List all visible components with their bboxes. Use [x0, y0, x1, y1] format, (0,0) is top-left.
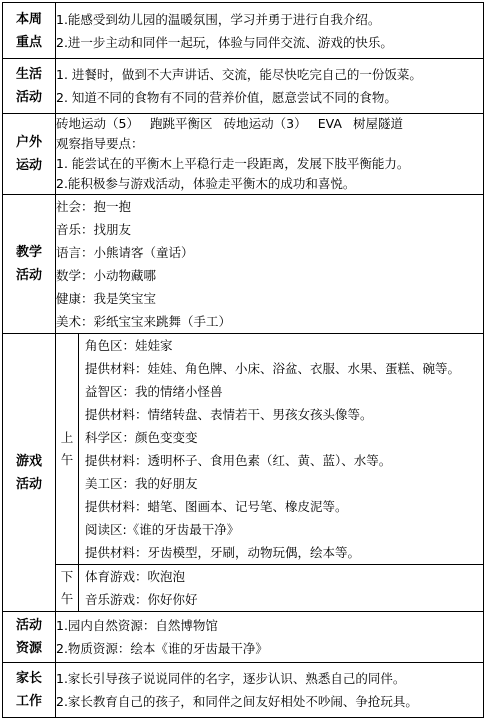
morning-games — [79, 334, 484, 565]
outdoor-guide-title: 观察指导要点： — [56, 136, 144, 151]
outdoor-content — [56, 114, 484, 195]
afternoon-game-line: 体育游戏：吹泡泡 — [85, 569, 186, 584]
resources-row — [3, 612, 484, 663]
parents-label: 家长 工作 — [3, 663, 56, 718]
afternoon-games — [79, 565, 484, 612]
parent-work-line: 2.家长教育自己的孩子，和同伴之间友好相处不吵闹、争抢玩具。 — [56, 694, 418, 709]
game-material-line: 提供材料：牙齿模型，牙刷，动物玩偶，绘本等。 — [85, 545, 361, 560]
outdoor-activity: 树屋隧道 — [352, 116, 403, 131]
game-area-line: 科学区：颜色变变变 — [85, 430, 198, 445]
parents-content — [56, 663, 484, 718]
teaching-label: 教学 活动 — [3, 195, 56, 334]
weekly-plan-table — [2, 2, 484, 718]
afternoon-games-row — [56, 565, 483, 612]
resource-line: 1.园内自然资源：自然博物馆 — [56, 618, 218, 633]
weekly-goals-content — [56, 3, 484, 59]
parents-row — [3, 663, 484, 718]
weekly-goal-line: 2.进一步主动和同伴一起玩，体验与同伴交流、游戏的快乐。 — [56, 34, 393, 50]
resource-line: 2.物质资源：绘本《谁的牙齿最干净》 — [56, 641, 268, 656]
games-content — [56, 334, 484, 612]
games-inner-table — [56, 334, 483, 611]
outdoor-activity: 砖地运动（3） — [223, 116, 307, 131]
afternoon-label: 下 午 — [56, 565, 79, 612]
game-area-line: 益智区：我的情绪小怪兽 — [85, 384, 223, 399]
game-area-line: 美工区：我的好朋友 — [85, 476, 198, 491]
game-area-line: 阅读区:《谁的牙齿最干净》 — [85, 522, 240, 537]
afternoon-game-line: 音乐游戏：你好你好 — [85, 592, 198, 607]
morning-games-row — [56, 334, 483, 565]
game-material-line: 提供材料：透明杯子、食用色素（红、黄、蓝）、水等。 — [85, 453, 392, 468]
teaching-item: 音乐：找朋友 — [56, 222, 132, 237]
games-label: 游戏 活动 — [3, 334, 56, 612]
games-row — [3, 334, 484, 612]
outdoor-activity: EVA — [317, 116, 342, 131]
life-row — [3, 59, 484, 114]
game-area-line: 角色区：娃娃家 — [85, 338, 173, 353]
life-line: 1. 进餐时，做到不大声讲话、交流，能尽快吃完自己的一份饭菜。 — [56, 67, 422, 82]
life-line: 2. 知道不同的食物有不同的营养价值，愿意尝试不同的食物。 — [56, 90, 397, 105]
teaching-item: 语言：小熊请客（童话） — [56, 245, 194, 260]
resources-label: 活动 资源 — [3, 612, 56, 663]
game-material-line: 提供材料：情绪转盘、表情若干、男孩女孩头像等。 — [85, 407, 373, 422]
life-content — [56, 59, 484, 114]
outdoor-guide-line: 2.能积极参与游戏活动，体验走平衡木的成功和喜悦。 — [56, 176, 356, 191]
parent-work-line: 1.家长引导孩子说说同伴的名字，逐步认识、熟悉自己的同伴。 — [56, 671, 406, 686]
resources-content — [56, 612, 484, 663]
game-material-line: 提供材料：娃娃、角色牌、小床、浴盆、衣服、水果、蛋糕、碗等。 — [85, 361, 461, 376]
outdoor-row — [3, 114, 484, 195]
outdoor-label: 户外 运动 — [3, 114, 56, 195]
game-material-line: 提供材料：蜡笔、图画本、记号笔、橡皮泥等。 — [85, 499, 348, 514]
teaching-item: 健康：我是笑宝宝 — [56, 291, 157, 306]
weekly-goal-line: 1.能感受到幼儿园的温暖氛围，学习并勇于进行自我介绍。 — [56, 11, 381, 27]
outdoor-activity-list — [56, 114, 483, 134]
outdoor-activity: 跑跳平衡区 — [150, 116, 213, 131]
teaching-content — [56, 195, 484, 334]
teaching-row — [3, 195, 484, 334]
life-label: 生活 活动 — [3, 59, 56, 114]
teaching-item: 美术：彩纸宝宝来跳舞（手工） — [56, 314, 232, 329]
weekly-goals-row — [3, 3, 484, 59]
teaching-item: 数学：小动物藏哪 — [56, 268, 157, 283]
weekly-goals-label: 本周 重点 — [3, 3, 56, 59]
teaching-item: 社会：抱一抱 — [56, 199, 132, 214]
morning-label: 上 午 — [56, 334, 79, 565]
outdoor-activity: 砖地运动（5） — [56, 116, 139, 131]
outdoor-guide-line: 1. 能尝试在的平衡木上平稳行走一段距离，发展下肢平衡能力。 — [56, 156, 410, 171]
